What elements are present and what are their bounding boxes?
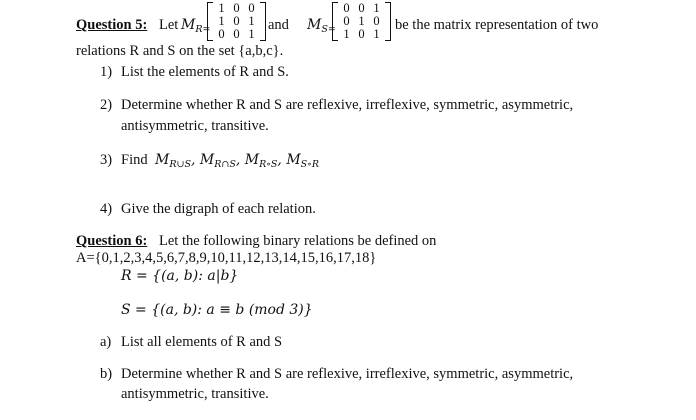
- mr-cell: 0: [248, 1, 255, 15]
- q5-let-text: Let: [159, 17, 179, 33]
- q5-item1-num: 1): [100, 64, 113, 80]
- q6-s-definition: S = {(a, b): a ≡ b (mod 3)}: [121, 302, 313, 318]
- mr-cell: 1: [248, 14, 255, 28]
- q6-item-a-text: List all elements of R and S: [121, 334, 283, 350]
- q5-item3-num: 3): [100, 152, 113, 168]
- ms-cell: 0: [373, 14, 380, 28]
- question-5-heading: Question 5:: [76, 17, 148, 33]
- q5-item4-num: 4): [100, 201, 113, 217]
- mr-cell: 1: [218, 1, 225, 15]
- mr-cell: 1: [248, 27, 255, 41]
- ms-cell: 1: [373, 1, 380, 15]
- q6-item-a-num: a): [100, 334, 112, 350]
- q5-item3-find: Find: [121, 152, 148, 168]
- ms-cell: 0: [343, 14, 350, 28]
- q6-item-b-text2: antisymmetric, transitive.: [121, 386, 269, 402]
- q6-item-b-text: Determine whether R and S are reflexive, irreflexive, symmetric, asymmetric,: [121, 366, 574, 382]
- mr-cell: 1: [218, 14, 225, 28]
- q5-rest-text: be the matrix representation of two: [395, 17, 599, 33]
- q6-item-b-num: b): [100, 366, 113, 382]
- ms-cell: 1: [343, 27, 350, 41]
- question-6-heading: Question 6:: [76, 233, 148, 249]
- matrix-mr: [207, 2, 266, 41]
- q6-set: A={0,1,2,3,4,5,6,7,8,9,10,11,12,13,14,15,16,17,18}: [76, 250, 377, 266]
- mr-cell: 0: [233, 14, 240, 28]
- q5-item3-formulas: $M_{R\cup S}$, $M_{R\cap S}$, $M_{R\circ S}$, $M_{S\circ R}$: [155, 152, 319, 170]
- q5-and-text: and: [268, 17, 289, 33]
- mr-label: $M_{R=}$: [181, 17, 211, 35]
- ms-cell: 1: [373, 27, 380, 41]
- ms-label: $M_{S=}$: [307, 17, 336, 35]
- q5-item1-text: List the elements of R and S.: [121, 64, 289, 80]
- q5-item2-text: Determine whether R and S are reflexive, irreflexive, symmetric, asymmetric,: [121, 97, 574, 113]
- ms-cell: 0: [358, 1, 365, 15]
- q5-line2: relations R and S on the set {a,b,c}.: [76, 43, 284, 59]
- ms-cell: 1: [358, 14, 365, 28]
- matrix-ms: [332, 2, 391, 41]
- mr-cell: 0: [233, 27, 240, 41]
- q5-item2-num: 2): [100, 97, 113, 113]
- ms-cell: 0: [358, 27, 365, 41]
- mr-cell: 0: [218, 27, 225, 41]
- q5-item4-text: Give the digraph of each relation.: [121, 201, 316, 217]
- mr-cell: 0: [233, 1, 240, 15]
- q5-item2-text2: antisymmetric, transitive.: [121, 118, 269, 134]
- q6-intro: Let the following binary relations be defined on: [159, 233, 437, 249]
- ms-cell: 0: [343, 1, 350, 15]
- q6-r-definition: R = {(a, b): a|b}: [121, 268, 239, 284]
